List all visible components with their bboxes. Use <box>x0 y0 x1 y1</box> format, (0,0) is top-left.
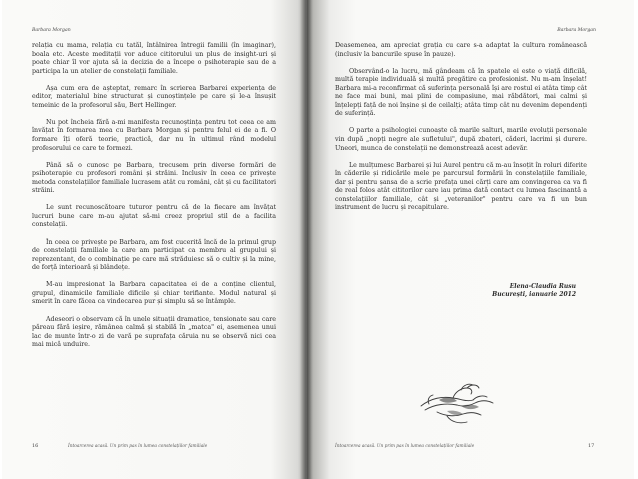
signature-name: Elena-Claudia Rusu <box>509 283 576 290</box>
paragraph: M-au impresionat la Barbara capacitatea ei de a conține clientul, grupul, dinamicile familiale dificile și chiar terifiante. Modul natural și smerit în care făcea ca vindecarea pur și simplu să se întâmple. <box>32 281 276 306</box>
left-page-body <box>32 42 276 358</box>
paragraph: În ceea ce privește pe Barbara, am fost cucerită încă de la primul grup de constelații familiale la care am participat ca membru al grupului și reprezentant, de o combinație pe care mă străduiesc să o cultiv și la mine, de forță interioară și blândețe. <box>32 238 276 272</box>
footer-left: Întoarcerea acasă. Un prim pas în lumea constelațiilor familiale <box>68 444 208 449</box>
page-number-right: 17 <box>588 443 595 449</box>
page-number-left: 16 <box>32 443 39 449</box>
book-gutter <box>300 0 312 479</box>
paragraph: Până să o cunosc pe Barbara, trecusem prin diverse formări de psihoterapie cu profesori români și străini. Inclusiv în ceea ce privește metoda constelațiilor familiale lucrasem atât cu români, cât și cu facilitatori străini. <box>32 161 276 195</box>
signature-place-date: București, ianuarie 2012 <box>492 291 576 299</box>
right-page <box>307 0 634 479</box>
paragraph: Nu pot încheia fără a-mi manifesta recunoștința pentru tot ceea ce am învățat în formarea mea cu Barbara Morgan și pentru felul ei de a fi. O formare îți oferă teorie, practică, dar nu în ultimul rând modelul profesorului ce care te formezi. <box>32 118 276 152</box>
right-page-body <box>335 42 587 221</box>
signature <box>492 283 576 300</box>
hands-ornament-icon <box>417 376 499 428</box>
paragraph: Deasemenea, am apreciat grația cu care s-a adaptat la cultura românească (inclusiv la bancurile spuse în pauze). <box>335 42 587 58</box>
paragraph: Adeseori o observam că în unele situații dramatice, tensionate sau care păreau fără ieșire, rămânea calmă și stabilă în „matca" ei, asemenea unui lac de munte într-o zi de vară pe suprafața căruia nu se observă nici cea mai mică unduire. <box>32 315 276 349</box>
paragraph: Le mulțumesc Barbarei și lui Aurel pentru că m-au însoțit în roluri diferite în căderile și ridicările mele pe parcursul formării în constelațiile familiale, dar și pentru șansa de a scrie prefața unei cărți care am convingerea ca va fi de real folos atât cititorilor care iau prima dată contact cu lumea fascinantă a constelațiilor familiale, cât și „veteranilor" pentru care va fi un bun instrument de lucru și recapitulare. <box>335 161 587 212</box>
paragraph: relația cu mama, relația cu tatăl, întâlnirea întregii familii (în imaginar), boala etc. Aceste meditații vor aduce cititorului un plus de insight-uri și poate chiar îl vor ajuta să ia decizia de a începe o psihoterapie sau de a participa la un atelier de constelații familiale. <box>32 42 276 75</box>
running-head-left: Barbara Morgan <box>32 28 71 33</box>
paragraph: O parte a psihologiei cunoaște că marile salturi, marile evoluții personale vin după „nopți negre ale sufletului", după zbateri, căderi, lacrimi și durere. Uneori, munca de constelații ne demonstrează acest adevăr. <box>335 127 587 152</box>
left-page <box>2 0 307 479</box>
paragraph: Observând-o la lucru, mă gândeam că în spatele ei este o viață dificilă, multă terapie individuală și multă pregătire ca profesionist. Nu m-am înșelat! Barbara mi-a reconfirmat că suferința personală își are rostul ei atâta timp cât ne face mai buni, mai plini de compasiune, mai răbdători, mai calmi și înțelepți față de noi înșine și de ceilalți; atâta timp cât nu devenim dependenți de suferință. <box>335 67 587 118</box>
paragraph: Așa cum era de așteptat, remarc în scrierea Barbarei experiența de editor, materialul bine structurat și cunoștințele pe care și le-a însușit temeinic de la profesorul său, Bert Hellinger. <box>32 84 276 109</box>
running-head-right: Barbara Morgan <box>557 28 596 33</box>
footer-right: Întoarcerea acasă. Un prim pas în lumea constelațiilor familiale <box>335 444 475 449</box>
paragraph: Le sunt recunoscătoare tuturor pentru că de la fiecare am învățat lucruri bune care m-au ajutat să-mi creez propriul stil de a facilita constelații. <box>32 204 276 229</box>
